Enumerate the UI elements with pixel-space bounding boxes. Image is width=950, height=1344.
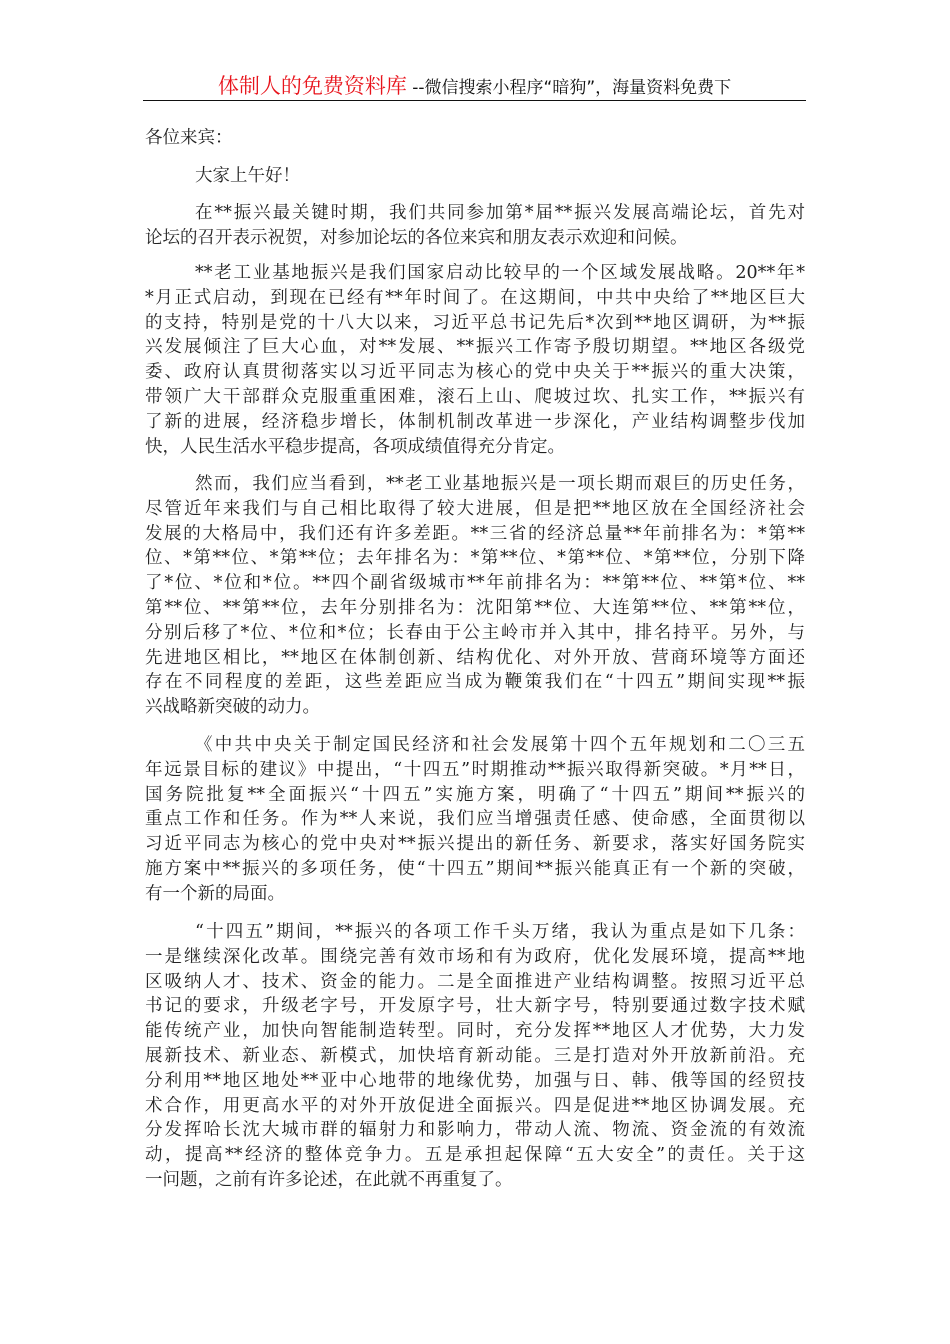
brand-title: 体制人的免费资料库 bbox=[217, 74, 407, 98]
header-slogan: --微信搜索小程序“暗狗”，海量资料免费下 bbox=[406, 78, 732, 98]
paragraph-line: 能传统产业，加快向智能制造转型。同时，充分发挥**地区人才优势，大力发 bbox=[145, 1021, 805, 1042]
paragraph-line: 论坛的召开表示祝贺，对参加论坛的各位来宾和朋友表示欢迎和问候。 bbox=[145, 227, 688, 248]
paragraph-line: 了*位、*位和*位。**四个副省级城市**年前排名为：**第**位、**第*位、** bbox=[145, 573, 805, 594]
paragraph-line: 然而，我们应当看到，**老工业基地振兴是一项长期而艰巨的历史任务， bbox=[195, 474, 805, 494]
paragraph-line: 区吸纳人才、技术、资金的能力。二是全面推进产业结构调整。按照习近平总 bbox=[145, 971, 805, 992]
greeting-text: 大家上午好！ bbox=[195, 166, 300, 186]
paragraph-line: 在**振兴最关键时期，我们共同参加第*届**振兴发展高端论坛，首先对 bbox=[195, 203, 805, 223]
paragraph-line: 委、政府认真贯彻落实以习近平同志为核心的党中央关于**振兴的重大决策， bbox=[145, 362, 805, 383]
paragraph-line: 一是继续深化改革。围绕完善有效市场和有为政府，优化发展环境，提高**地 bbox=[145, 946, 805, 967]
paragraph-line: 有一个新的局面。 bbox=[145, 883, 285, 904]
paragraph-line: 展新技术、新业态、新模式，加快培育新动能。三是打造对外开放新前沿。充 bbox=[145, 1045, 805, 1066]
paragraph-line: 快，人民生活水平稳步提高，各项成绩值得充分肯定。 bbox=[145, 436, 565, 457]
paragraph-line: 动，提高**经济的整体竞争力。五是承担起保障“五大安全”的责任。关于这 bbox=[145, 1145, 805, 1166]
paragraph-line: 术合作，用更高水平的对外开放促进全面振兴。四是促进**地区协调发展。充 bbox=[145, 1095, 805, 1116]
paragraph-line: 《中共中央关于制定国民经济和社会发展第十四个五年规划和二〇三五 bbox=[195, 735, 805, 755]
paragraph-line: 发展的大格局中，我们还有许多差距。**三省的经济总量**年前排名为：*第** bbox=[145, 523, 805, 544]
salutation bbox=[145, 126, 805, 151]
paragraph-line: 国务院批复**全面振兴“十四五”实施方案，明确了“十四五”期间**振兴的 bbox=[145, 784, 805, 805]
paragraph-line: **老工业基地振兴是我们国家启动比较早的一个区域发展战略。20**年* bbox=[195, 263, 805, 283]
paragraph-line: *月正式启动，到现在已经有**年时间了。在这期间，中共中央给了**地区巨大 bbox=[145, 287, 805, 308]
paragraph-3 bbox=[145, 472, 805, 720]
salutation-text: 各位来宾： bbox=[145, 128, 233, 148]
paragraph-line: 兴战略新突破的动力。 bbox=[145, 697, 320, 718]
paragraph-line: 习近平同志为核心的党中央对**振兴提出的新任务、新要求，落实好国务院实 bbox=[145, 834, 805, 855]
paragraph-line: 一问题，之前有许多论述，在此就不再重复了。 bbox=[145, 1169, 513, 1190]
paragraph-line: “十四五”期间，**振兴的各项工作千头万绪，我认为重点是如下几条： bbox=[195, 922, 805, 942]
paragraph-line: 分发挥哈长沈大城市群的辐射力和影响力，带动人流、物流、资金流的有效流 bbox=[145, 1120, 805, 1141]
paragraph-line: 位、*第**位、*第**位；去年排名为：*第**位、*第**位、*第**位，分别下降 bbox=[145, 548, 805, 569]
paragraph-4 bbox=[145, 733, 805, 907]
document-header bbox=[143, 70, 806, 101]
paragraph-line: 存在不同程度的差距，这些差距应当成为鞭策我们在“十四五”期间实现**振 bbox=[145, 672, 805, 693]
paragraph-2 bbox=[145, 261, 805, 459]
paragraph-line: 了新的进展，经济稳步增长，体制机制改革进一步深化，产业结构调整步伐加 bbox=[145, 411, 805, 432]
paragraph-line: 的支持，特别是党的十八大以来，习近平总书记先后*次到**地区调研，为**振 bbox=[145, 312, 805, 333]
paragraph-5 bbox=[145, 920, 805, 1193]
paragraph-line: 兴发展倾注了巨大心血，对**发展、**振兴工作寄予殷切期望。**地区各级党 bbox=[145, 337, 805, 358]
greeting bbox=[145, 164, 805, 189]
paragraph-line: 带领广大干部群众克服重重困难，滚石上山、爬坡过坎、扎实工作，**振兴有 bbox=[145, 386, 805, 407]
paragraph-line: 先进地区相比，**地区在体制创新、结构优化、对外开放、营商环境等方面还 bbox=[145, 647, 805, 668]
paragraph-line: 第**位、**第**位，去年分别排名为：沈阳第**位、大连第**位、**第**位， bbox=[145, 597, 805, 618]
paragraph-line: 施方案中**振兴的多项任务，使“十四五”期间**振兴能真正有一个新的突破， bbox=[145, 858, 805, 879]
paragraph-line: 年远景目标的建议》中提出，“十四五”时期推动**振兴取得新突破。*月**日， bbox=[145, 759, 805, 780]
paragraph-1 bbox=[145, 201, 805, 251]
paragraph-line: 分利用**地区地处**亚中心地带的地缘优势，加强与日、韩、俄等国的经贸技 bbox=[145, 1070, 805, 1091]
paragraph-line: 重点工作和任务。作为**人来说，我们应当增强责任感、使命感，全面贯彻以 bbox=[145, 809, 805, 830]
paragraph-line: 尽管近年来我们与自己相比取得了较大进展，但是把**地区放在全国经济社会 bbox=[145, 498, 805, 519]
paragraph-line: 书记的要求，升级老字号，开发原字号，壮大新字号，特别要通过数字技术赋 bbox=[145, 996, 805, 1017]
paragraph-line: 分别后移了*位、*位和*位；长春由于公主岭市并入其中，排名持平。另外，与 bbox=[145, 622, 805, 643]
